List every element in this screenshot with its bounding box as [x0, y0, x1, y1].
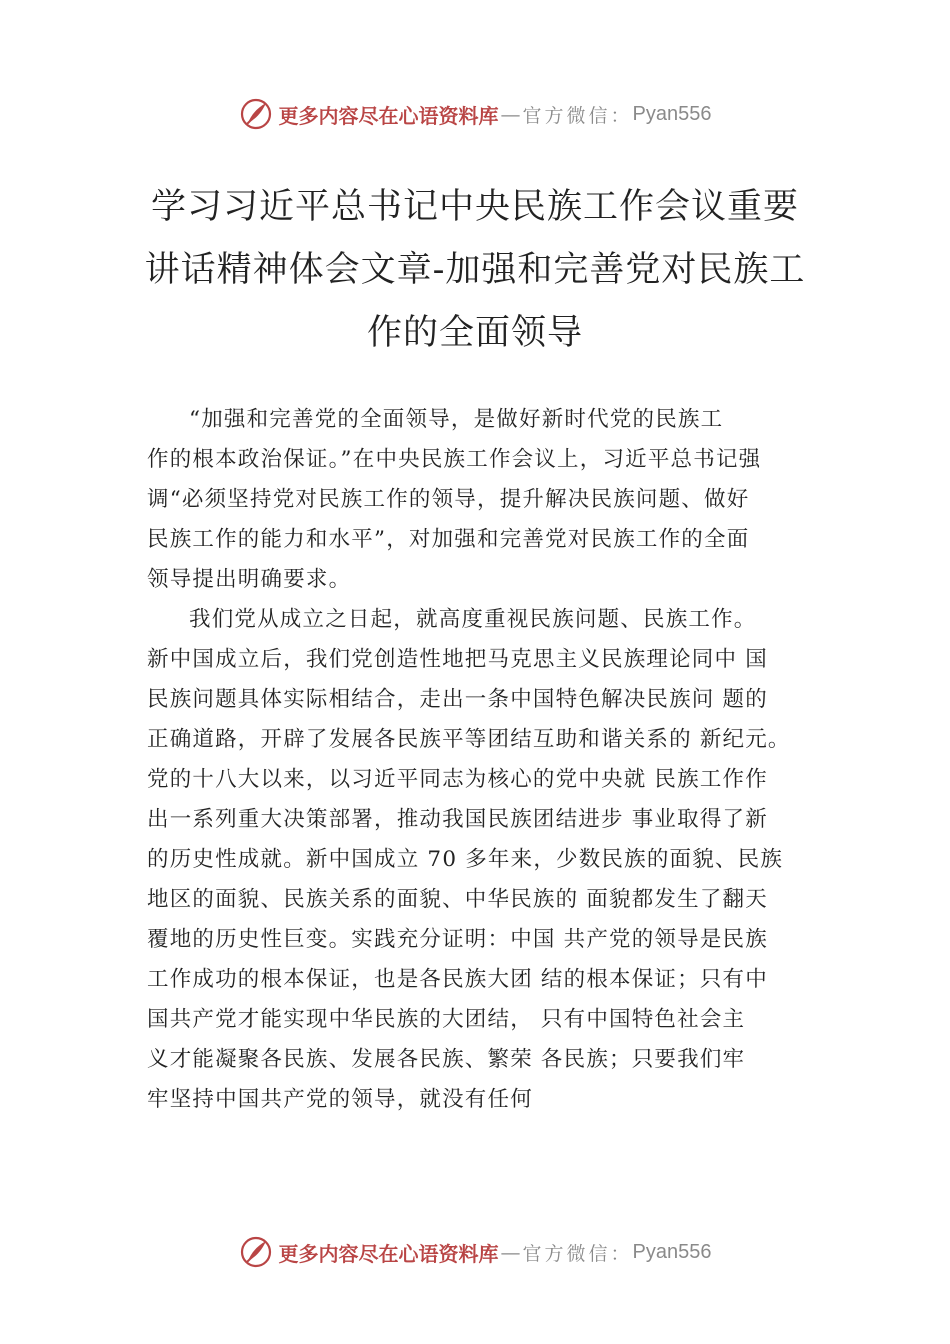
document-title [120, 176, 830, 365]
text-line: 地区的面貌、民族关系的面貌、中华民族的 面貌都发生了翻天 [147, 887, 768, 912]
banner-brand-text: 更多内容尽在心语资料库 [278, 103, 499, 128]
text-line: “加强和完善党的全面领导，是做好新时代党的民族工 [189, 407, 724, 432]
text-line: 的历史性成就。新中国成立 70 多年来，少数民族的面貌、民族 [147, 847, 784, 872]
text-line: 作的根本政治保证。”在中央民族工作会议上，习近平总书记强 [147, 447, 762, 472]
text-line: 牢坚持中国共产党的领导，就没有任何 [147, 1087, 533, 1112]
text-line: 覆地的历史性巨变。实践充分证明：中国 共产党的领导是民族 [147, 927, 768, 952]
header-watermark-banner [0, 94, 950, 134]
text-line: 义才能凝聚各民族、发展各民族、繁荣 各民族；只要我们牢 [147, 1047, 746, 1072]
banner-brand-text: 更多内容尽在心语资料库 [278, 1241, 499, 1266]
quill-logo-icon [239, 97, 273, 131]
text-line: 党的十八大以来，以习近平同志为核心的党中央就 民族工作作 [147, 767, 768, 792]
banner-dash: — [500, 1240, 521, 1264]
footer-watermark-banner [0, 1232, 950, 1272]
title-line: 学习习近平总书记中央民族工作会议重要 [150, 187, 799, 227]
banner-wechat-handle: Pyan556 [632, 1240, 712, 1263]
document-body [147, 400, 847, 1120]
text-line: 出一系列重大决策部署，推动我国民族团结进步 事业取得了新 [147, 807, 768, 832]
text-line: 新中国成立后，我们党创造性地把马克思主义民族理论同中 国 [147, 647, 768, 672]
text-line: 民族工作的能力和水平”，对加强和完善党对民族工作的全面 [147, 527, 750, 552]
title-line: 作的全面领导 [366, 313, 583, 353]
text-line: 我们党从成立之日起，就高度重视民族问题、民族工作。 [189, 607, 757, 632]
text-line: 领导提出明确要求。 [147, 567, 352, 592]
quill-logo-icon [239, 1235, 273, 1269]
paragraph-2 [147, 600, 847, 1120]
text-line: 国共产党才能实现中华民族的大团结， 只有中国特色社会主 [147, 1007, 746, 1032]
banner-wechat-handle: Pyan556 [632, 102, 712, 125]
paragraph-1 [147, 400, 847, 600]
text-line: 民族问题具体实际相结合，走出一条中国特色解决民族问 题的 [147, 687, 768, 712]
banner-wechat-label: 官方微信： [522, 104, 633, 127]
banner-dash: — [500, 102, 521, 126]
banner-wechat-label: 官方微信： [522, 1242, 633, 1265]
text-line: 正确道路，开辟了发展各民族平等团结互助和谐关系的 新纪元。 [147, 727, 791, 752]
title-line: 讲话精神体会文章-加强和完善党对民族工 [144, 250, 806, 290]
text-line: 工作成功的根本保证，也是各民族大团 结的根本保证；只有中 [147, 967, 768, 992]
text-line: 调“必须坚持党对民族工作的领导，提升解决民族问题、做好 [147, 487, 750, 512]
